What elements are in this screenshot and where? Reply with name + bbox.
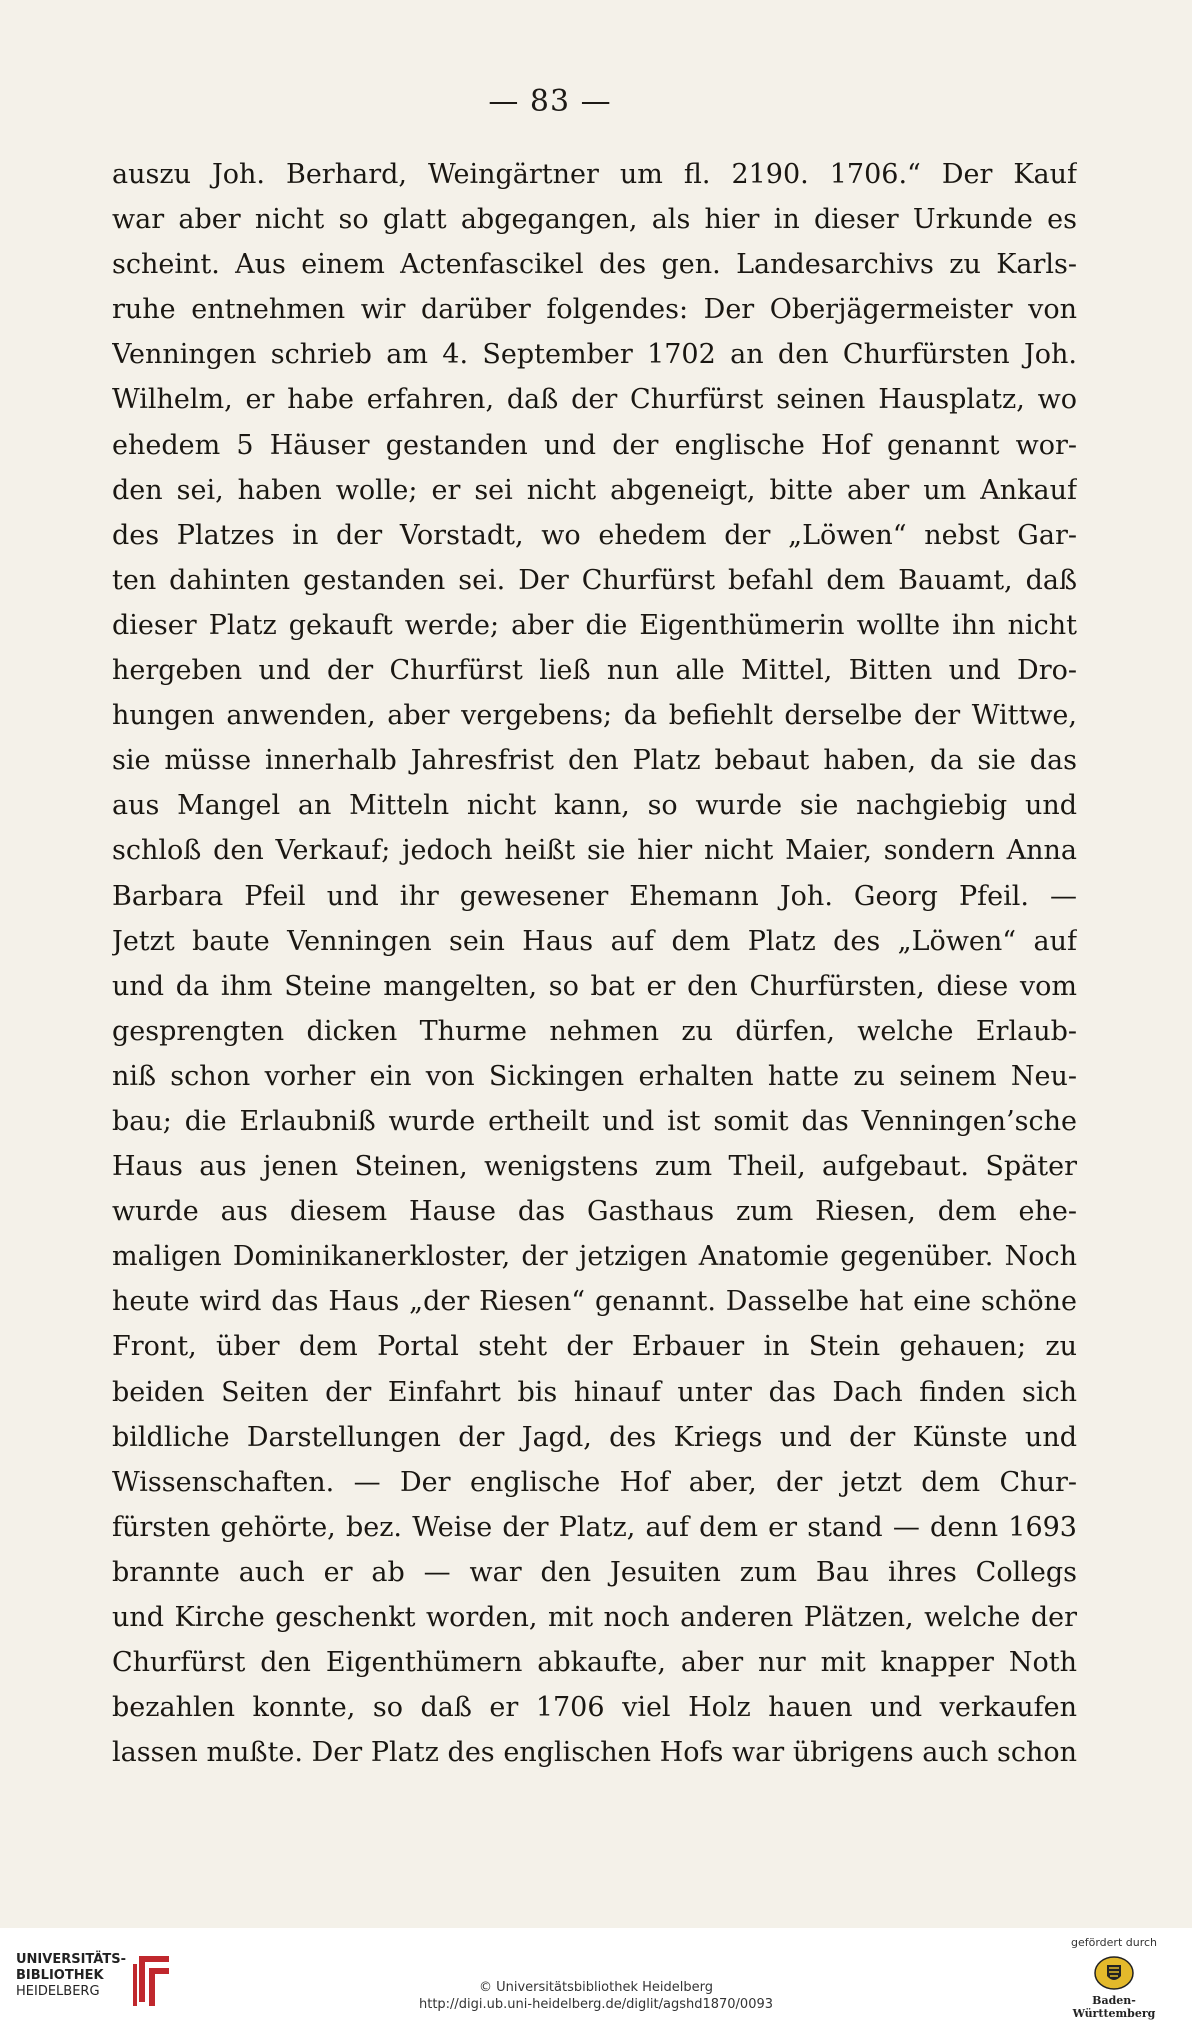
- text-line: bildliche Darstellungen der Jagd, des Kriegs und der Künste und: [112, 1421, 1077, 1453]
- text-line: lassen mußte. Der Platz des englischen Hofs war übrigens auch schon: [112, 1737, 1077, 1769]
- text-line: des Platzes in der Vorstadt, wo ehedem der „Löwen“ nebst Gar-: [112, 519, 1077, 551]
- text-line: ruhe entnehmen wir darüber folgendes: Der Oberjägermeister von: [112, 294, 1077, 326]
- text-line: hungen anwenden, aber vergebens; da befiehlt derselbe der Wittwe,: [112, 700, 1077, 732]
- text-line: ehedem 5 Häuser gestanden und der englische Hof genannt wor-: [112, 429, 1077, 461]
- text-line: fürsten gehörte, bez. Weise der Platz, auf dem er stand — denn 1693: [112, 1511, 1077, 1543]
- text-line: scheint. Aus einem Actenfascikel des gen. Landesarchivs zu Karls-: [112, 249, 1077, 281]
- library-name-line3: HEIDELBERG: [16, 1984, 100, 1999]
- permalink-url[interactable]: http://digi.ub.uni-heidelberg.de/diglit/agshd1870/0093: [418, 1997, 774, 2012]
- library-name-line1: UNIVERSITÄTS-: [16, 1952, 126, 1967]
- coat-of-arms-icon: [1094, 1956, 1134, 1990]
- text-line: beiden Seiten der Einfahrt bis hinauf unter das Dach finden sich: [112, 1376, 1077, 1408]
- funder-block: [1054, 1936, 1174, 2020]
- copyright-notice: © Universitätsbibliothek Heidelberg: [478, 1980, 713, 1995]
- text-line: heute wird das Haus „der Riesen“ genannt. Dasselbe hat eine schöne: [112, 1286, 1077, 1318]
- text-line: Barbara Pfeil und ihr gewesener Ehemann Joh. Georg Pfeil. —: [112, 880, 1077, 912]
- text-line: Front, über dem Portal steht der Erbauer in Stein gehauen; zu: [112, 1331, 1077, 1363]
- text-line: ten dahinten gestanden sei. Der Churfürst befahl dem Bauamt, daß: [112, 564, 1077, 596]
- text-line: niß schon vorher ein von Sickingen erhalten hatte zu seinem Neu-: [112, 1060, 1077, 1092]
- text-line: auszu Joh. Berhard, Weingärtner um fl. 2190. 1706.“ Der Kauf: [112, 159, 1077, 190]
- text-line: Haus aus jenen Steinen, wenigstens zum Theil, aufgebaut. Später: [112, 1151, 1077, 1183]
- text-line: war aber nicht so glatt abgegangen, als hier in dieser Urkunde es: [112, 204, 1077, 236]
- body-text: [112, 152, 1077, 1775]
- text-line: Churfürst den Eigenthümern abkaufte, aber nur mit knapper Noth: [112, 1647, 1077, 1679]
- text-line: Wissenschaften. — Der englische Hof aber, der jetzt dem Chur-: [112, 1466, 1077, 1498]
- page-number: — 83 —: [488, 84, 612, 119]
- text-line: aus Mangel an Mitteln nicht kann, so wurde sie nachgiebig und: [112, 790, 1077, 822]
- text-line: schloß den Verkauf; jedoch heißt sie hier nicht Maier, sondern Anna: [112, 835, 1077, 867]
- text-line: hergeben und der Churfürst ließ nun alle Mittel, Bitten und Dro-: [112, 655, 1077, 687]
- footer: [0, 1928, 1192, 2019]
- text-line: bezahlen konnte, so daß er 1706 viel Holz hauen und verkaufen: [112, 1692, 1077, 1724]
- text-line: Wilhelm, er habe erfahren, daß der Churfürst seinen Hausplatz, wo: [112, 384, 1077, 416]
- text-line: Jetzt baute Venningen sein Haus auf dem Platz des „Löwen“ auf: [112, 925, 1077, 957]
- text-line: bau; die Erlaubniß wurde ertheilt und ist somit das Venningen’sche: [112, 1105, 1077, 1137]
- text-line: brannte auch er ab — war den Jesuiten zum Bau ihres Collegs: [112, 1556, 1077, 1588]
- text-line: Venningen schrieb am 4. September 1702 an den Churfürsten Joh.: [112, 339, 1077, 371]
- text-line: und Kirche geschenkt worden, mit noch anderen Plätzen, welche der: [112, 1602, 1077, 1633]
- funder-name: Baden-Württemberg: [1072, 1994, 1156, 2020]
- text-line: dieser Platz gekauft werde; aber die Eigenthümerin wollte ihn nicht: [112, 609, 1077, 641]
- text-line: maligen Dominikanerkloster, der jetzigen Anatomie gegenüber. Noch: [112, 1241, 1077, 1273]
- funded-by-label: gefördert durch: [1070, 1936, 1158, 1949]
- text-line: sie müsse innerhalb Jahresfrist den Platz bebaut haben, da sie das: [112, 745, 1077, 777]
- library-name-line2: BIBLIOTHEK: [16, 1968, 104, 1983]
- text-line: und da ihm Steine mangelten, so bat er den Churfürsten, diese vom: [112, 970, 1077, 1002]
- text-line: gesprengten dicken Thurme nehmen zu dürfen, welche Erlaub-: [112, 1015, 1077, 1047]
- text-line: den sei, haben wolle; er sei nicht abgeneigt, bitte aber um Ankauf: [112, 474, 1077, 506]
- text-line: wurde aus diesem Hause das Gasthaus zum Riesen, dem ehe-: [112, 1196, 1077, 1228]
